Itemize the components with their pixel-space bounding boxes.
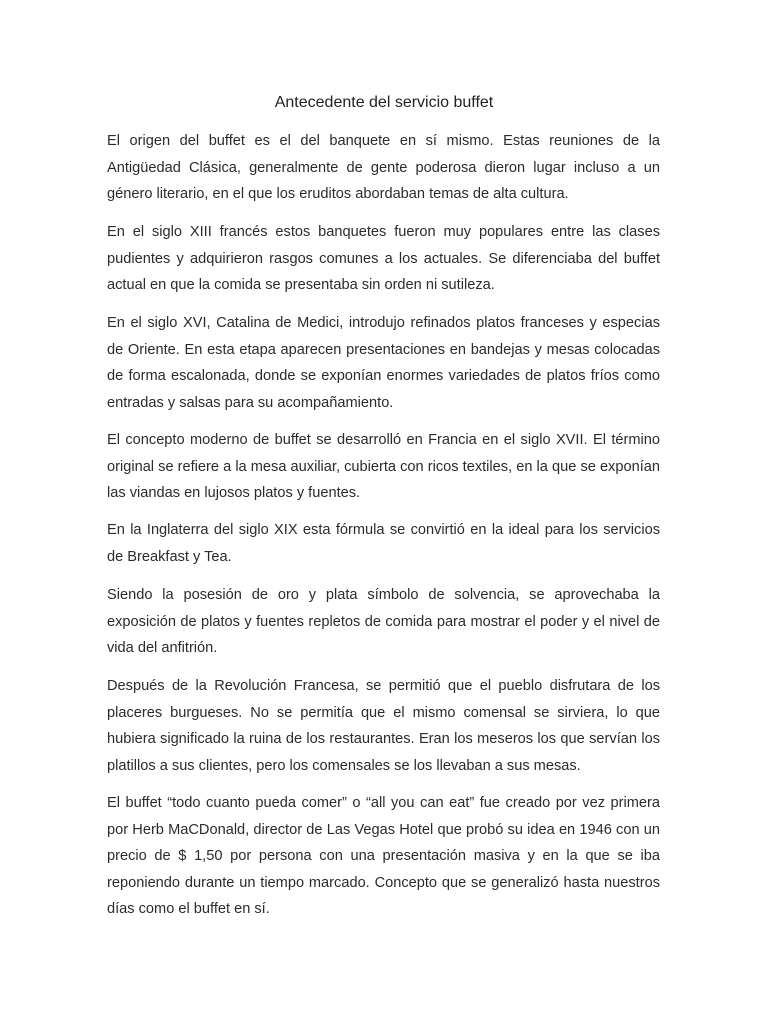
paragraph-siglo-xvi: En el siglo XVI, Catalina de Medici, introdujo refinados platos franceses y especias de Oriente. En esta etapa aparecen presentaciones en bandejas y mesas colocadas de forma escalonada, donde se exponían enormes variedades de platos fríos como entradas y salsas para su acompañamiento.: [107, 315, 660, 411]
paragraph-siglo-xvii: El concepto moderno de buffet se desarrolló en Francia en el siglo XVII. El término original se refiere a la mesa auxiliar, cubierta con ricos textiles, en la que se exponían las viandas en lujosos platos y fuentes.: [107, 432, 660, 501]
paragraph-siglo-xiii: En el siglo XIII francés estos banquetes fueron muy populares entre las clases pudientes y adquirieron rasgos comunes a los actuales. Se diferenciaba del buffet actual en que la comida se presentaba sin orden ni sutileza.: [107, 224, 660, 293]
paragraph-origin: El origen del buffet es el del banquete en sí mismo. Estas reuniones de la Antigüedad Clásica, generalmente de gente poderosa dieron lugar incluso a un género literario, en el que los eruditos abordaban temas de alta cultura.: [107, 133, 660, 202]
paragraph-siglo-xix: En la Inglaterra del siglo XIX esta fórmula se convirtió en la ideal para los servicios de Breakfast y Tea.: [107, 522, 660, 565]
paragraph-revolucion: Después de la Revolución Francesa, se permitió que el pueblo disfrutara de los placeres burgueses. No se permitía que el mismo comensal se sirviera, lo que hubiera significado la ruina de los restaurantes. Eran los meseros los que servían los platillos a sus clientes, pero los comensales se los llevaban a sus mesas.: [107, 678, 660, 774]
paragraph-oro-plata: Siendo la posesión de oro y plata símbolo de solvencia, se aprovechaba la exposición de platos y fuentes repletos de comida para mostrar el poder y el nivel de vida del anfitrión.: [107, 587, 660, 656]
paragraph-all-you-can-eat: El buffet “todo cuanto pueda comer” o “all you can eat” fue creado por vez primera por Herb MaCDonald, director de Las Vegas Hotel que probó su idea en 1946 con un precio de $ 1,50 por persona con una presentación masiva y en la que se iba reponiendo durante un tiempo marcado. Concepto que se generalizó hasta nuestros días como el buffet en sí.: [107, 795, 660, 917]
document-title: Antecedente del servicio buffet: [274, 94, 494, 111]
